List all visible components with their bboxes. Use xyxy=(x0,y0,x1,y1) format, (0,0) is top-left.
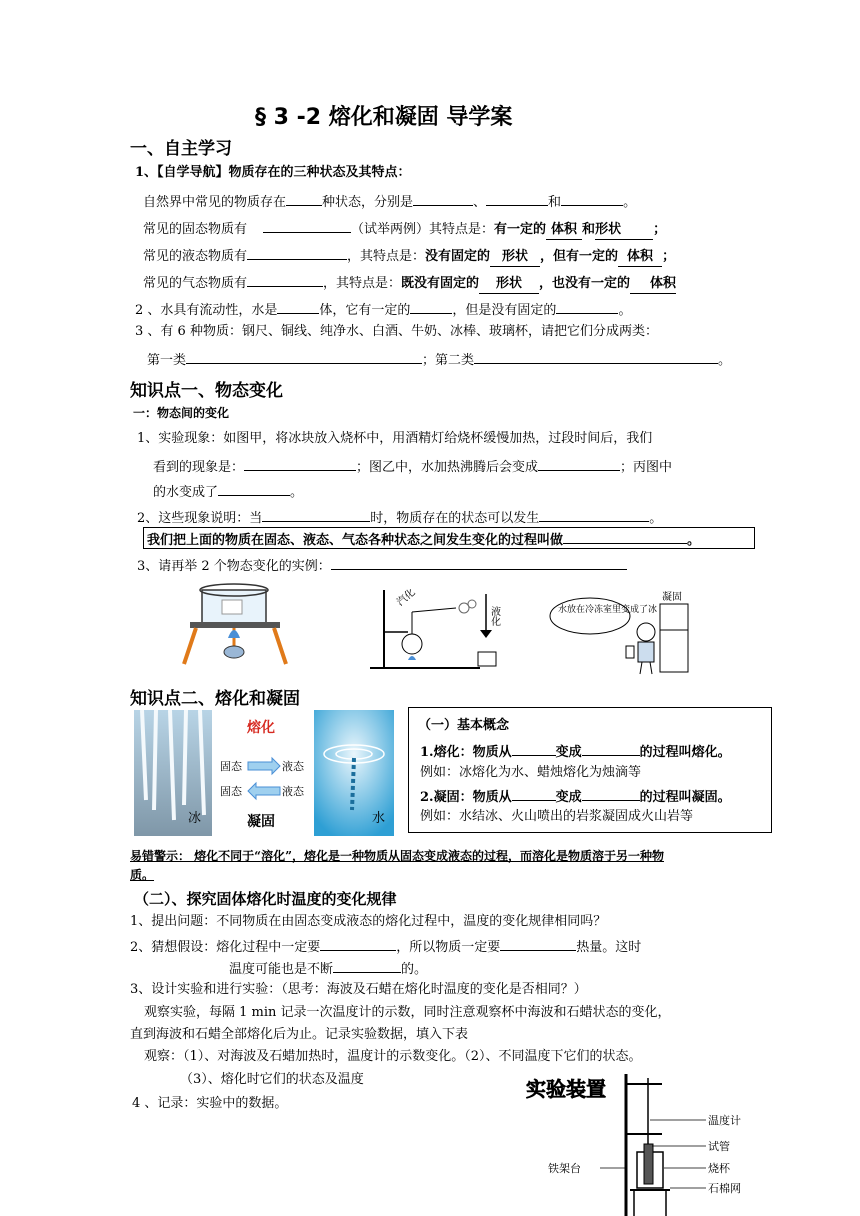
s2-p3-line3: 直到海波和石蜡全部熔化后为止。记录实验数据，填入下表 xyxy=(130,1027,469,1042)
q1-label: 1、【自学导航】物质存在的三种状态及其特点： xyxy=(135,165,411,180)
vaporize-label: 汽化 xyxy=(395,587,418,609)
gas-line: 常见的气态物质有 ，其特点是：既没有固定的 形状 ，也没有一定的 体积 xyxy=(143,272,676,294)
liquid-answer-volume: 体积 xyxy=(618,248,662,267)
photo-ice xyxy=(134,710,212,836)
s2-p4: 4 、记录：实验中的数据。 xyxy=(132,1096,288,1111)
diagram-liquid-bottom: 液态 xyxy=(282,785,304,798)
s2-p2-line2: 温度可能也是不断 的。 xyxy=(229,958,427,979)
liquid-answer-shape: 形状 xyxy=(490,248,540,267)
gas-answer-shape: 形状 xyxy=(479,275,539,294)
figure-apparatus xyxy=(522,1068,760,1216)
q3-answer-line: 第一类 ；第二类 。 xyxy=(147,349,731,370)
ice-label: 冰 xyxy=(188,811,202,826)
apparatus-tube-label: 试管 xyxy=(708,1140,730,1153)
figure-ice-heating xyxy=(178,582,296,668)
figure-boiling-water xyxy=(360,582,510,674)
q3-line: 3 、有 6 种物质：钢尺、铜线、纯净水、白酒、牛奶、冰棒、玻璃杯，请把它们分成两类： xyxy=(135,324,658,339)
k1-e2-line: 2、这些现象说明：当 时，物质存在的状态可以发生 。 xyxy=(137,507,662,528)
s2-p1: 1、提出问题：不同物质在由固态变成液态的熔化过程中，温度的变化规律相同吗？ xyxy=(130,914,607,929)
diagram-freeze-label: 凝固 xyxy=(247,814,275,830)
definition-text: 我们把上面的物质在固态、液态、气态各种状态之间发生变化的过程叫做 。 xyxy=(147,529,700,550)
gas-answer-volume: 体积 xyxy=(630,275,676,294)
section-heading-state-change: 知识点一、物态变化 xyxy=(130,381,283,401)
k1-e1-line2: 看到的现象是： ；图乙中，水加热沸腾后会变成 ；丙图中 xyxy=(153,456,672,477)
page-title: § 3 -2 熔化和凝固 导学案 xyxy=(255,105,513,130)
apparatus-title: 实验装置 xyxy=(526,1077,606,1101)
subheading-state-change: 一：物态间的变化 xyxy=(133,406,230,420)
s2-p3-line5: （3）、熔化时它们的状态及温度 xyxy=(180,1072,364,1087)
k1-e3-line: 3、请再举 2 个物态变化的实例： xyxy=(137,555,627,576)
diagram-solid-bottom: 固态 xyxy=(220,785,242,798)
freeze-example: 例如：水结冰、火山喷出的岩浆凝固成火山岩等 xyxy=(420,809,694,824)
section-heading-explore: （二）、探究固体熔化时温度的变化规律 xyxy=(134,890,397,908)
diagram-melt-label: 熔化 xyxy=(247,720,275,736)
apparatus-beaker-label: 烧杯 xyxy=(708,1162,730,1175)
water-label: 水 xyxy=(372,811,386,826)
s2-p2-line1: 2、猜想假设：熔化过程中一定要 ，所以物质一定要 热量。这时 xyxy=(130,936,641,957)
liquefy-label: 液化 xyxy=(488,606,500,626)
section-heading-melt-freeze: 知识点二、熔化和凝固 xyxy=(130,689,300,709)
melt-definition: 1.熔化：物质从 变成 的过程叫熔化。 xyxy=(420,741,731,762)
solid-answer-volume: 体积 xyxy=(546,221,582,240)
photo-water xyxy=(314,710,394,836)
apparatus-gauze-label: 石棉网 xyxy=(708,1182,741,1195)
s2-p3-line1: 3、设计实验和进行实验：（思考：海波及石蜡在熔化时温度的变化是否相同？） xyxy=(130,982,587,997)
freeze-label: 凝固 xyxy=(662,592,682,603)
k1-e1-line3: 的水变成了 。 xyxy=(153,481,303,502)
solid-answer-shape: 形状 xyxy=(595,221,653,240)
apparatus-stand-label: 铁架台 xyxy=(548,1162,581,1175)
diagram-liquid-top: 液态 xyxy=(282,760,304,773)
diagram-solid-top: 固态 xyxy=(220,760,242,773)
melt-freeze-diagram xyxy=(214,712,314,832)
s2-p3-line2: 观察实验，每隔 1 min 记录一次温度计的示数，同时注意观察杯中海波和石蜡状态的变化， xyxy=(144,1005,671,1020)
liquid-line: 常见的液态物质有 ，其特点是：没有固定的 形状 ，但有一定的 体积 ； xyxy=(143,245,675,267)
k1-e1-line1: 1、实验现象：如图甲，将冰块放入烧杯中，用酒精灯给烧杯缓慢加热，过段时间后，我们 xyxy=(137,431,653,446)
solid-line: 常见的固态物质有 （试举两例）其特点是：有一定的 体积 和形状 ； xyxy=(143,218,666,240)
figure-freezer-cartoon xyxy=(548,590,698,676)
warning-line1: 易错警示： 熔化不同于“溶化”，熔化是一种物质从固态变成液态的过程，而溶化是物质溶于另一种物 xyxy=(130,849,664,863)
melt-example: 例如：冰熔化为水、蜡烛熔化为烛滴等 xyxy=(420,765,642,780)
section-heading-self-study: 一、自主学习 xyxy=(130,139,232,159)
q1-line1: 自然界中常见的物质存在 种状态，分别是 、 和 。 xyxy=(143,191,636,212)
warning-line2: 质。 xyxy=(130,868,155,882)
freeze-definition: 2.凝固：物质从 变成 的过程叫凝固。 xyxy=(420,786,731,807)
freezer-bubble-text: 水放在冷冻室里变成了冰 xyxy=(558,605,658,615)
q2-line: 2 、水具有流动性，水是 体，它有一定的 ，但是没有固定的 。 xyxy=(135,299,631,320)
apparatus-thermometer-label: 温度计 xyxy=(708,1114,741,1127)
s2-p3-line4: 观察：（1）、对海波及石蜡加热时，温度计的示数变化。（2）、不同温度下它们的状态。 xyxy=(144,1049,642,1064)
basic-concepts-title: （一）基本概念 xyxy=(418,718,510,733)
